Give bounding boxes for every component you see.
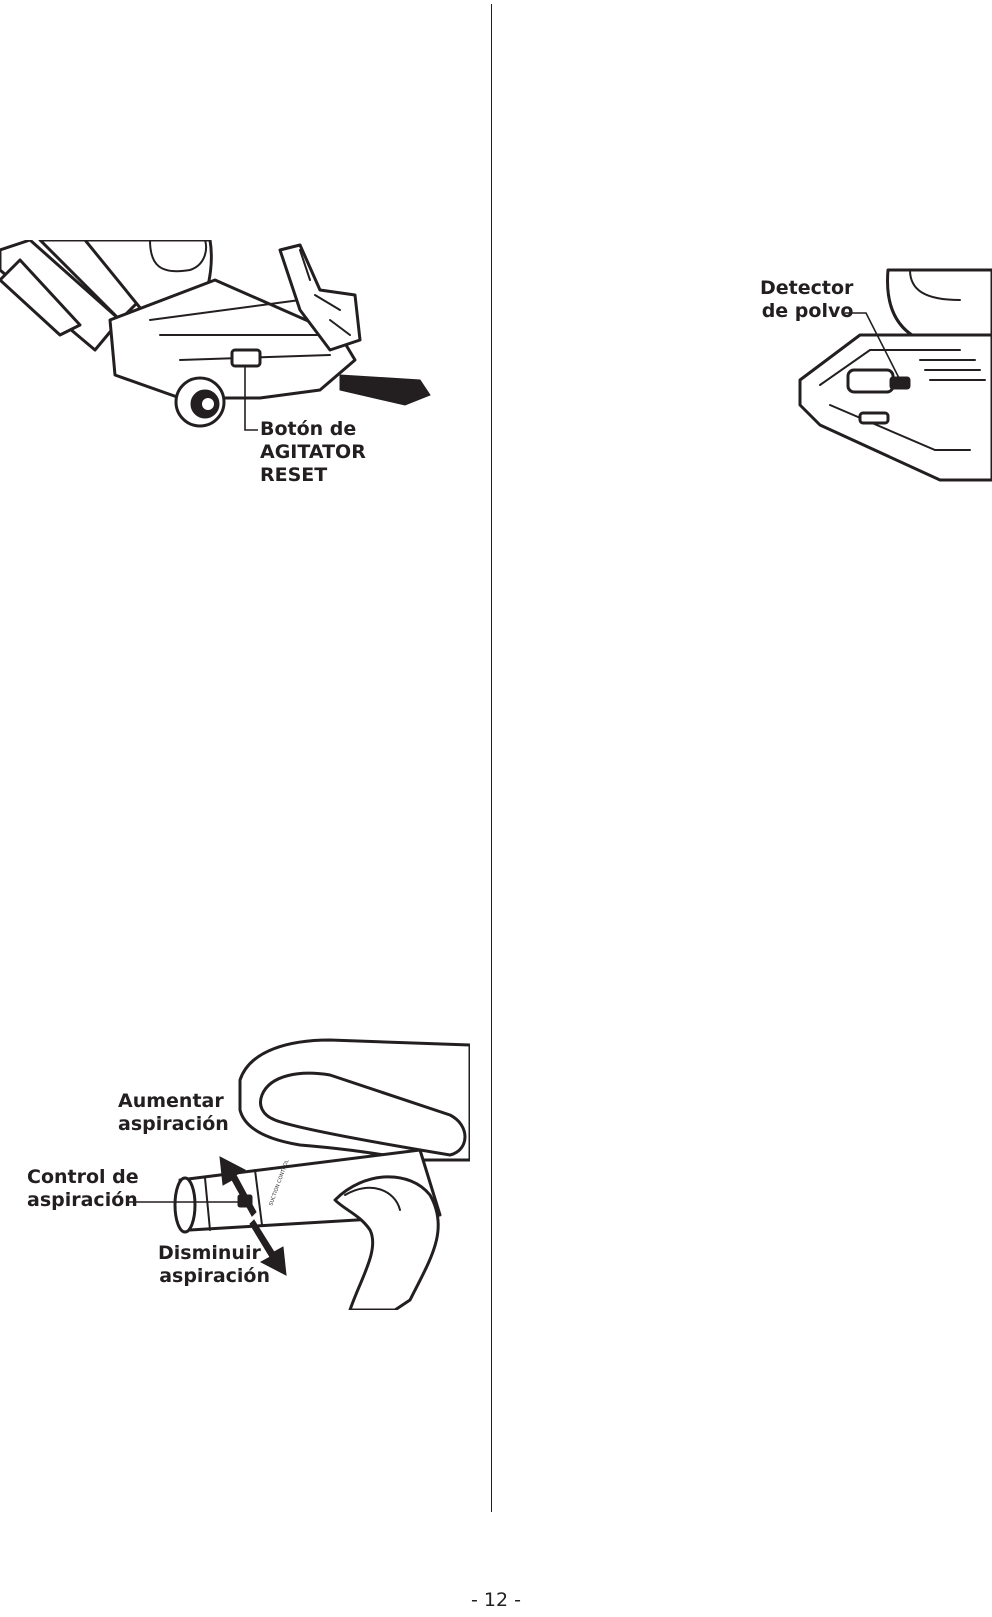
decrease-label-line-2: aspiración: [159, 1265, 270, 1287]
increase-label-line-1: Aumentar: [118, 1090, 224, 1112]
decrease-suction-label: [158, 1242, 270, 1288]
control-label-line-1: Control de: [27, 1166, 139, 1188]
agitator-reset-figure: [0, 240, 470, 500]
dust-sensor-label-line-1: Detector: [760, 277, 854, 299]
increase-suction-label: [118, 1090, 229, 1136]
column-divider: [491, 4, 492, 1512]
increase-label-line-2: aspiración: [118, 1113, 229, 1135]
dust-sensor-figure: [760, 265, 992, 495]
control-label-line-2: aspiración: [27, 1189, 138, 1211]
suction-control-label: [27, 1166, 139, 1212]
decrease-label-line-1: Disminuir: [158, 1242, 261, 1264]
dust-sensor-label-line-2: de polvo: [761, 300, 854, 322]
agitator-reset-button-shape: [232, 350, 260, 366]
handle-suction-text: SUCTION CONTROL: [268, 1159, 291, 1207]
suction-control-figure: [0, 1030, 470, 1310]
dust-sensor-illustration: [760, 265, 992, 495]
agitator-reset-label: [260, 418, 366, 487]
page-number: - 12 -: [471, 1589, 521, 1611]
agitator-label-line-1: Botón de: [260, 418, 357, 440]
agitator-label-line-2: AGITATOR: [260, 441, 366, 463]
agitator-label-line-3: RESET: [260, 464, 328, 486]
vacuum-nozzle-illustration: [0, 240, 470, 440]
